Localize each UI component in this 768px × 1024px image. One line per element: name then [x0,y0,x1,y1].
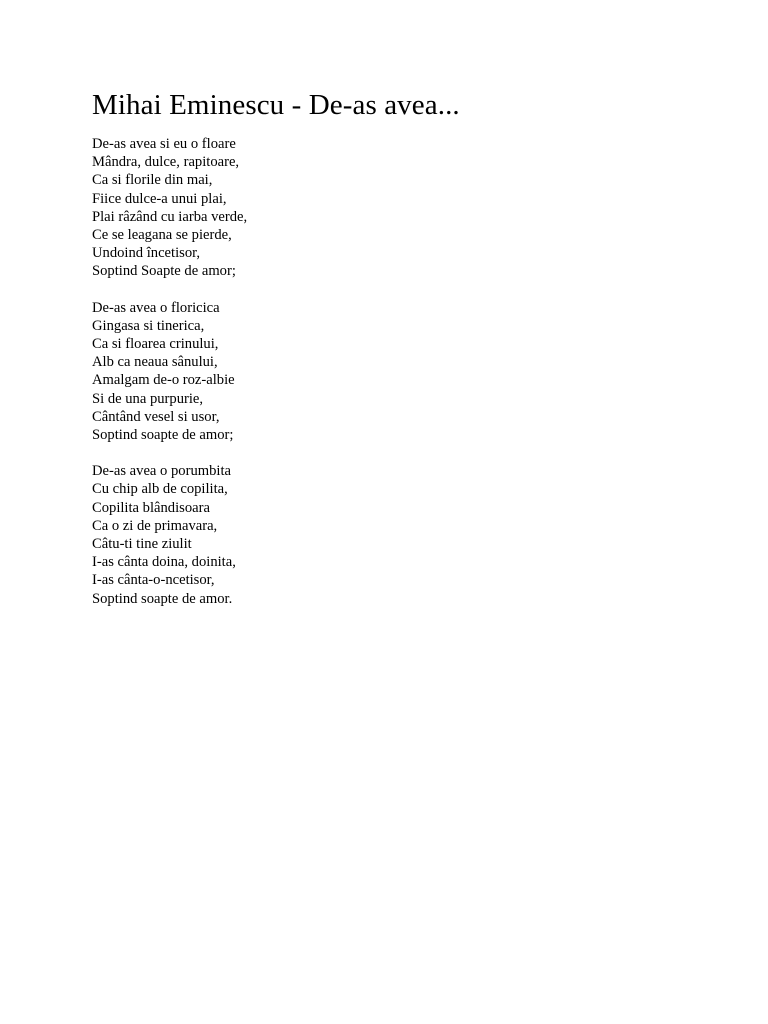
poem-line: Soptind soapte de amor. [92,590,233,607]
poem-title: Mihai Eminescu - De-as avea... [92,89,460,121]
poem-line: Plai râzând cu iarba verde, [92,208,248,225]
poem-line: Cu chip alb de copilita, [92,481,228,498]
stanza-1 [92,135,692,281]
poem-line: Ca si floarea crinului, [92,336,219,353]
poem-body [92,135,692,608]
poem-line: Ce se leagana se pierde, [92,227,232,244]
stanza-3 [92,462,692,608]
poem-line: Soptind soapte de amor; [92,427,234,444]
poem-line: Câtu-ti tine ziulit [92,536,192,553]
document-page [92,88,692,626]
poem-line: Undoind încetisor, [92,245,201,262]
stanza-2 [92,299,692,445]
poem-line: Gingasa si tinerica, [92,317,205,334]
poem-line: Ca si florile din mai, [92,172,213,189]
poem-line: Copilita blândisoara [92,499,210,516]
poem-line: I-as cânta doina, doinita, [92,554,236,571]
poem-line: Fiice dulce-a unui plai, [92,190,227,207]
poem-line: Mândra, dulce, rapitoare, [92,154,240,171]
poem-line: Cântând vesel si usor, [92,408,220,425]
poem-line: Amalgam de-o roz-albie [92,372,235,389]
poem-line: De-as avea o porumbita [92,463,231,480]
poem-line: Alb ca neaua sânului, [92,354,218,371]
poem-line: Ca o zi de primavara, [92,517,218,534]
poem-line: De-as avea o floricica [92,299,220,316]
poem-line: Soptind Soapte de amor; [92,263,236,280]
poem-line: Si de una purpurie, [92,390,204,407]
poem-line: De-as avea si eu o floare [92,136,236,152]
poem-line: I-as cânta-o-ncetisor, [92,572,215,589]
